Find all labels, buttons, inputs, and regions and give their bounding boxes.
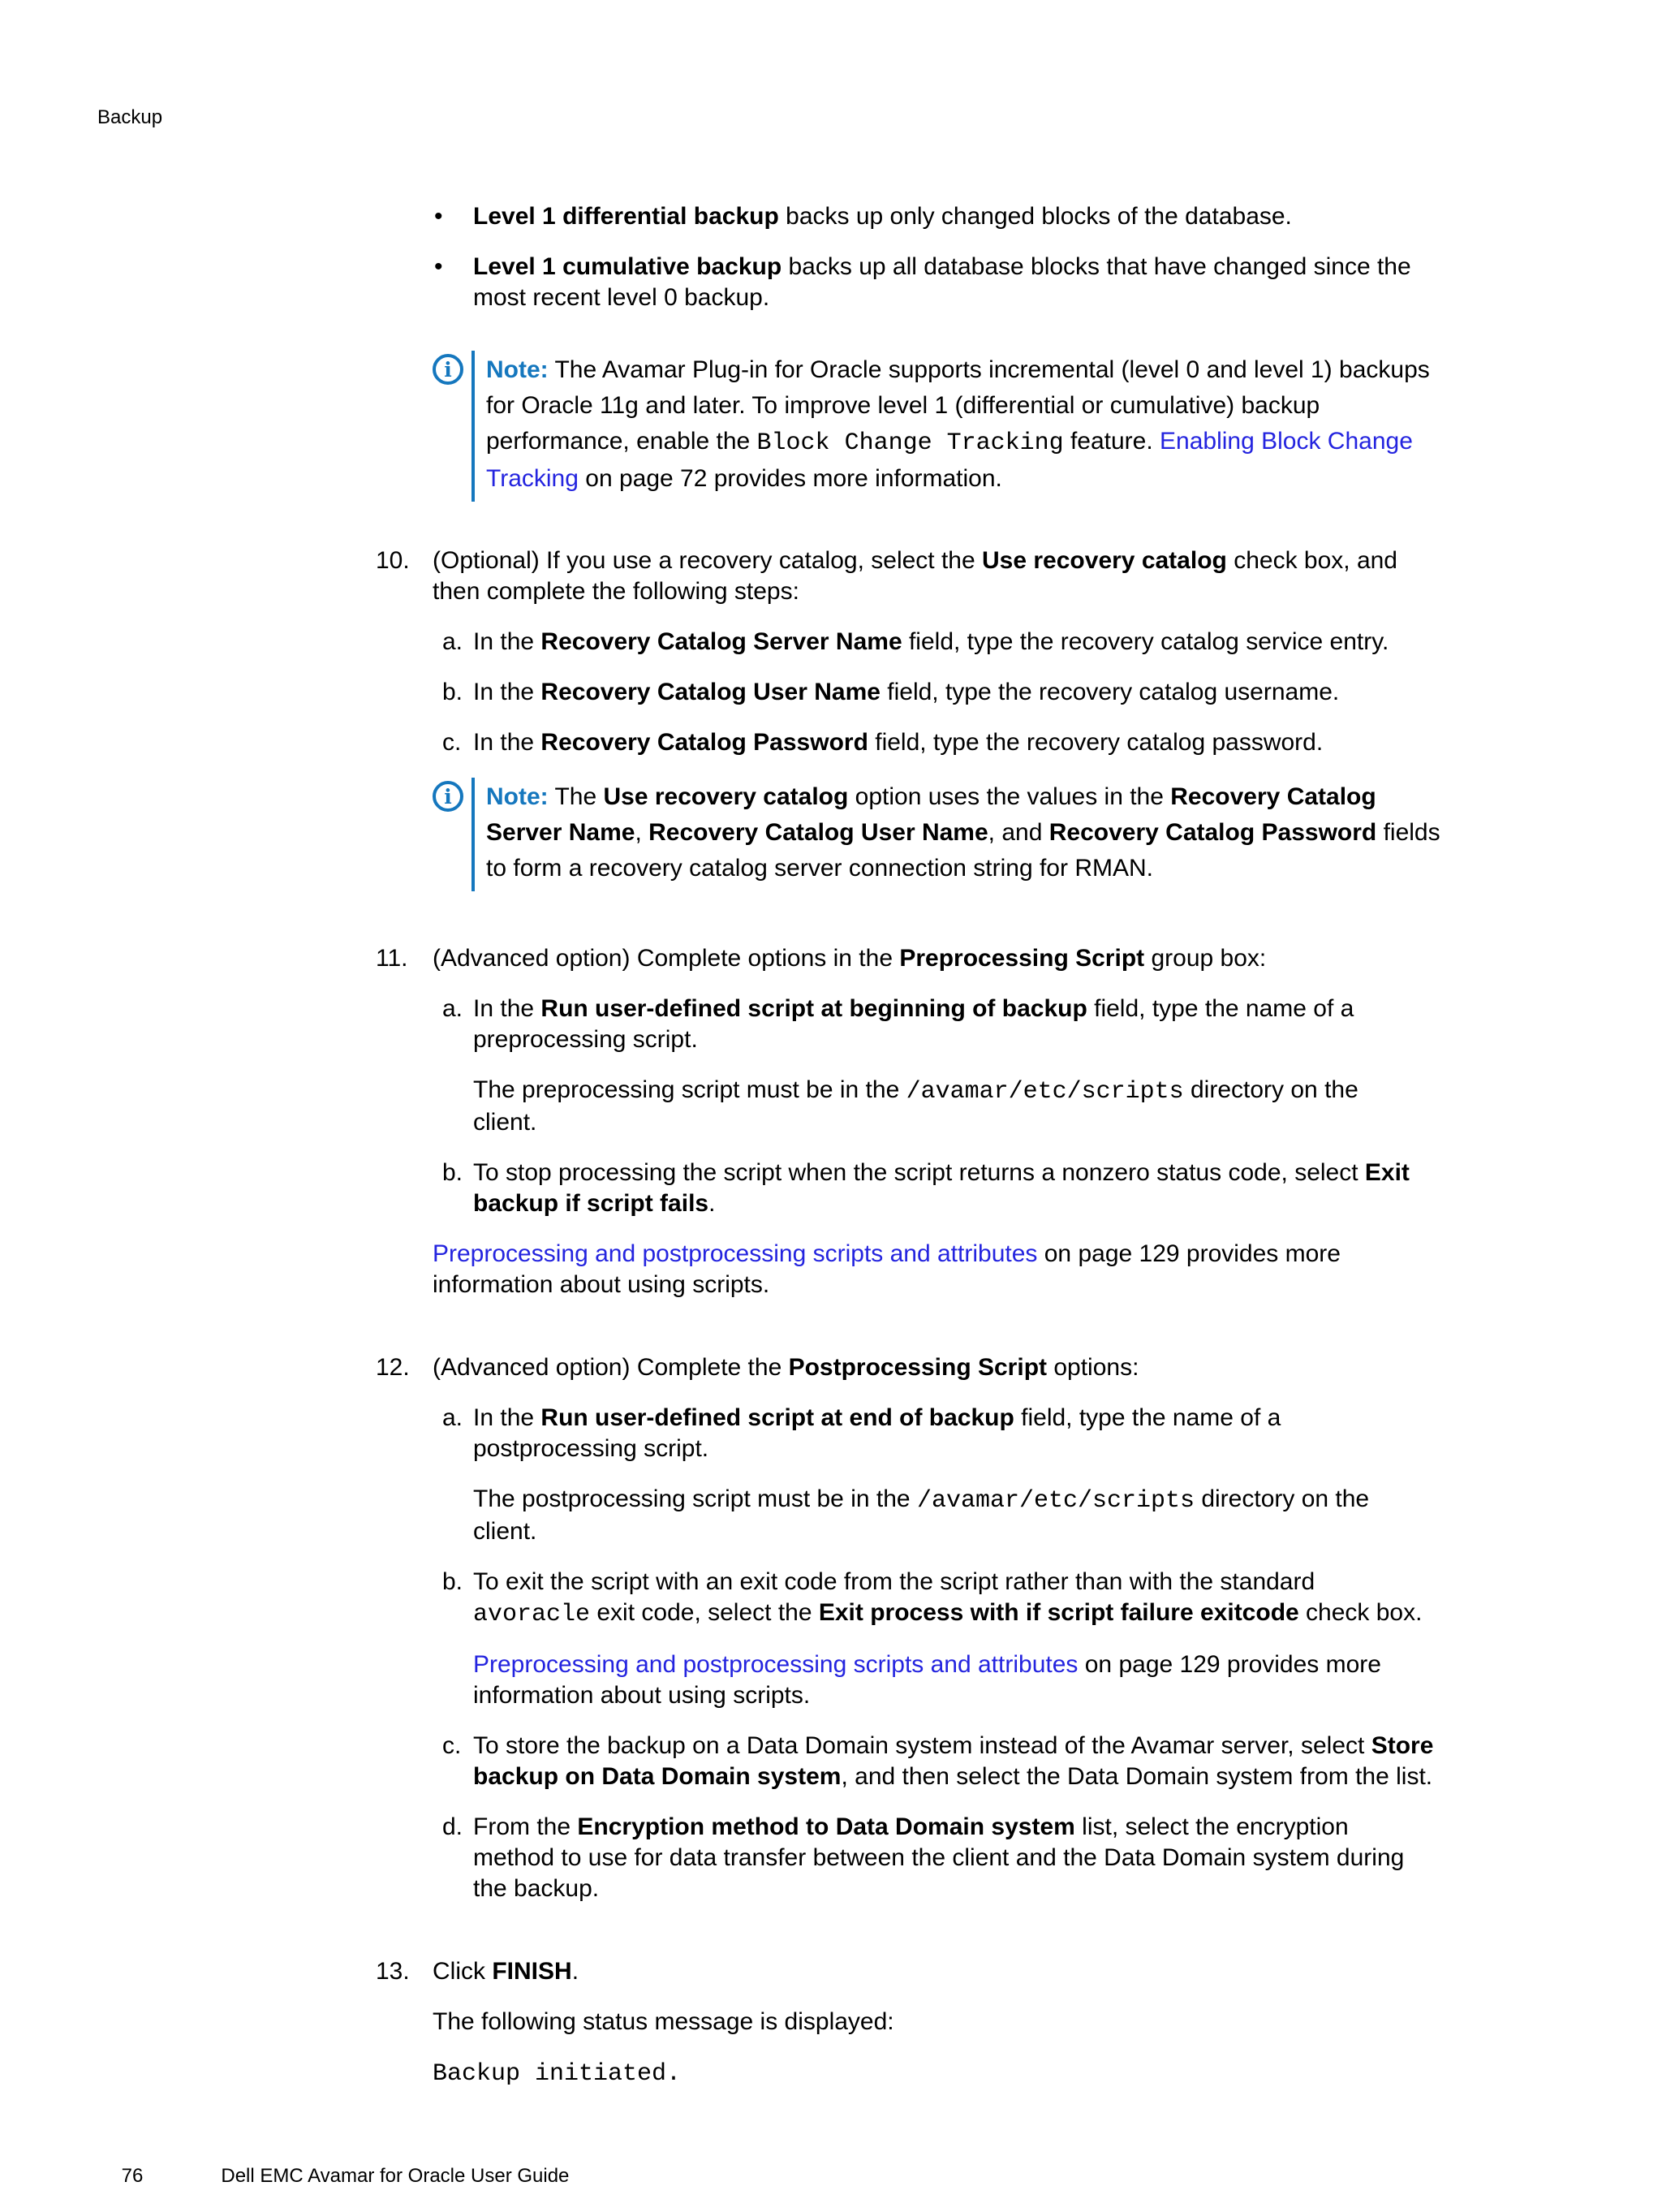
bullet-icon: • [434,203,443,230]
item-text [473,994,1354,1055]
body-text: on page 129 provides more [1037,1240,1341,1267]
body-text: Store [1371,1732,1434,1759]
body-text: list, select the encryption [1074,1813,1349,1840]
item-text [433,1956,579,1987]
body-text: information about using scripts. [433,1271,770,1298]
text-line [473,282,1411,313]
step-item [369,1352,1546,1383]
body-text: Recovery Catalog Password [540,729,868,756]
item-text [473,1403,1281,1464]
body-text: Recovery Catalog User Name [648,819,988,846]
list-marker: c. [442,1732,462,1759]
text-line [433,943,1266,974]
step-item [369,1956,1546,1987]
item-text [433,545,1397,607]
text-line [473,1024,1354,1055]
text-line [433,1270,1546,1300]
note-rule [471,351,475,502]
body-text: field, type the name of a [1014,1404,1281,1431]
substep-item [442,1403,1546,1464]
body-text: In the [473,995,541,1022]
body-text: Recovery Catalog Password [1048,819,1377,846]
body-text: Click [433,1958,493,1985]
note-callout [433,351,1546,502]
body-text: The following status message is displayed: [433,2008,894,2035]
body-text: Use recovery catalog [982,547,1227,574]
doc-title: Dell EMC Avamar for Oracle User Guide [221,2165,570,2187]
text-line [473,727,1323,758]
body-text: backup if script fails [473,1190,709,1217]
body-text: To stop processing the script when the script returns a nonzero status code, select [473,1159,1365,1186]
body-text: on page 72 provides more information. [578,465,1002,492]
body-text: Recovery Catalog Server Name [540,628,902,655]
body-text: Run user-defined script at beginning of backup [540,995,1087,1022]
text-line [473,1731,1433,1761]
note-text [486,778,1440,891]
text-line [473,1598,1422,1630]
body-text: To exit the script with an exit code from the script rather than with the standard [473,1568,1315,1595]
body-text: , and then select the Data Domain system from the list. [841,1763,1433,1790]
body-text: feature. [1063,428,1160,455]
list-marker: b. [442,1159,463,1186]
note-text [486,351,1430,502]
text-line [473,994,1354,1024]
text-line [473,1075,1546,1107]
body-text: In the [473,1404,541,1431]
body-text: Level 1 differential backup [473,203,779,230]
body-text: fields [1376,819,1440,846]
page-number: 76 [121,2165,144,2187]
text-line [473,1567,1422,1598]
body-text: exit code, select the [590,1599,819,1626]
body-text: directory on the [1195,1485,1370,1512]
body-text: information about using scripts. [473,1682,811,1709]
text-line [473,1649,1546,1680]
body-text: Level 1 cumulative backup [473,253,782,280]
list-marker: 12. [376,1354,410,1381]
body-text: In the [473,679,541,705]
body-text: client. [473,1109,537,1136]
body-text: Recovery Catalog [1170,783,1376,810]
body-text: group box: [1144,945,1267,972]
item-text [473,727,1323,758]
text-line [433,1239,1546,1270]
text-line [473,1843,1404,1874]
item-text [433,943,1266,974]
text-line [473,1403,1281,1434]
bullet-icon: • [434,253,443,280]
body-text: (Advanced option) Complete options in the [433,945,900,972]
item-text [473,677,1339,708]
substep-item [442,627,1546,658]
list-marker: 10. [376,547,410,574]
body-text: option uses the values in the [848,783,1171,810]
body-text: The Avamar Plug-in for Oracle supports incremental (level 0 and level 1) backups [548,356,1430,383]
body-text: postprocessing script. [473,1435,709,1462]
note-label: Note: [486,356,549,383]
body-text: (Advanced option) Complete the [433,1354,789,1381]
text-line [473,1107,1546,1138]
text-line [433,2057,1546,2089]
paragraph [433,1239,1546,1300]
body-text: FINISH [492,1958,572,1985]
body-text: , [635,819,649,846]
page-footer [100,2140,569,2212]
code-text: /avamar/etc/scripts [916,1487,1195,1515]
item-text [473,252,1411,313]
body-text: Use recovery catalog [603,783,849,810]
info-icon: i [433,354,463,385]
item-text [473,201,1292,232]
item-text [473,1567,1422,1630]
text-line [473,627,1389,658]
body-text: Preprocessing Script [899,945,1145,972]
body-text: Exit process with if script failure exitcode [818,1599,1299,1626]
body-text: field, type the name of a [1087,995,1354,1022]
text-line [473,1188,1410,1219]
text-line [473,1874,1404,1904]
body-text: field, type the recovery catalog password. [868,729,1324,756]
item-text [473,1812,1404,1904]
body-text: the backup. [473,1875,600,1902]
step-item [369,943,1546,974]
body-text: directory on the [1183,1076,1358,1103]
body-text: preprocessing script. [473,1026,698,1053]
text-line [433,1956,579,1987]
info-icon: i [433,781,463,812]
body-text: method to use for data transfer between the client and the Data Domain system during [473,1844,1405,1871]
code-text: Backup initiated. [433,2060,682,2088]
list-marker: 11. [376,945,408,972]
text-line [473,1516,1546,1547]
bullet-item [433,252,1546,313]
note-callout [433,778,1546,891]
text-line [486,851,1440,886]
body-text: , and [988,819,1049,846]
cross-reference-link[interactable]: Enabling Block Change [1160,428,1413,455]
text-line [473,252,1411,282]
text-line [473,1484,1546,1516]
text-line [433,2007,1546,2037]
body-text: In the [473,628,541,655]
text-line [433,576,1397,607]
item-text [473,1158,1410,1219]
list-marker: b. [442,679,463,705]
paragraph [473,1075,1546,1138]
body-text: to form a recovery catalog server connection string for RMAN. [486,855,1153,882]
list-marker: a. [442,1404,463,1431]
body-text: then complete the following steps: [433,578,799,605]
body-text: options: [1047,1354,1139,1381]
text-line [486,388,1430,424]
code-text: /avamar/etc/scripts [906,1078,1184,1106]
note-label: Note: [486,783,549,810]
paragraph [433,2007,1546,2037]
body-text: performance, enable the [486,428,757,455]
body-text: From the [473,1813,578,1840]
bullet-item [433,201,1546,232]
step-item [369,545,1546,607]
body-text: The postprocessing script must be in the [473,1485,917,1512]
body-text: Run user-defined script at end of backup [540,1404,1014,1431]
body-text: Recovery Catalog User Name [540,679,881,705]
text-line [486,461,1430,497]
text-line [486,352,1430,388]
body-text: check box, and [1226,547,1397,574]
body-text: (Optional) If you use a recovery catalog, select the [433,547,983,574]
code-text: Block Change Tracking [756,429,1064,457]
code-text: avoracle [473,1601,591,1628]
body-text: The preprocessing script must be in the [473,1076,906,1103]
text-line [473,677,1339,708]
text-line [473,201,1292,232]
list-marker: a. [442,995,463,1022]
text-line [433,545,1397,576]
list-marker: b. [442,1568,463,1595]
running-header: Backup [97,106,163,128]
text-line [473,1434,1281,1464]
body-text: check box. [1298,1599,1423,1626]
substep-item [442,994,1546,1055]
body-text: . [571,1958,579,1985]
text-line [433,1352,1139,1383]
body-text: Server Name [486,819,635,846]
body-text: most recent level 0 backup. [473,284,770,311]
substep-item [442,727,1546,758]
body-text: on page 129 provides more [1078,1651,1381,1678]
item-text [473,627,1389,658]
text-line [486,815,1440,851]
list-marker: a. [442,628,463,655]
substep-item [442,677,1546,708]
body-text: The [548,783,604,810]
body-text: field, type the recovery catalog username. [880,679,1340,705]
body-text: Encryption method to Data Domain system [577,1813,1075,1840]
text-line [486,424,1430,461]
body-text: client. [473,1518,537,1545]
paragraph [473,1484,1546,1547]
text-line [486,779,1440,815]
note-rule [471,778,475,891]
paragraph [473,1649,1546,1711]
text-line [473,1812,1404,1843]
body-text: In the [473,729,541,756]
item-text [473,1731,1433,1792]
text-line [473,1761,1433,1792]
body-text: for Oracle 11g and later. To improve level 1 (differential or cumulative) backup [486,392,1320,419]
substep-item [442,1731,1546,1792]
paragraph [433,2057,1546,2089]
body-text: backup on Data Domain system [473,1763,842,1790]
list-marker: d. [442,1813,463,1840]
text-line [473,1158,1410,1188]
text-line [473,1680,1546,1711]
item-text [433,1352,1139,1383]
body-text: backs up only changed blocks of the database. [778,203,1292,230]
substep-item [442,1158,1546,1219]
list-marker: c. [442,729,462,756]
body-text: . [708,1190,716,1217]
body-text: Exit [1364,1159,1410,1186]
body-text: field, type the recovery catalog service entry. [902,628,1389,655]
cross-reference-link[interactable]: Tracking [486,465,579,492]
substep-item [442,1567,1546,1630]
list-marker: 13. [376,1958,410,1985]
content-blocks [369,201,1546,2089]
body-text: backs up all database blocks that have changed since the [781,253,1411,280]
cross-reference-link[interactable]: Preprocessing and postprocessing scripts and attributes [473,1651,1079,1678]
substep-item [442,1812,1546,1904]
body-text: To store the backup on a Data Domain system instead of the Avamar server, select [473,1732,1371,1759]
body-text: Postprocessing Script [788,1354,1048,1381]
cross-reference-link[interactable]: Preprocessing and postprocessing scripts and attributes [433,1240,1038,1267]
